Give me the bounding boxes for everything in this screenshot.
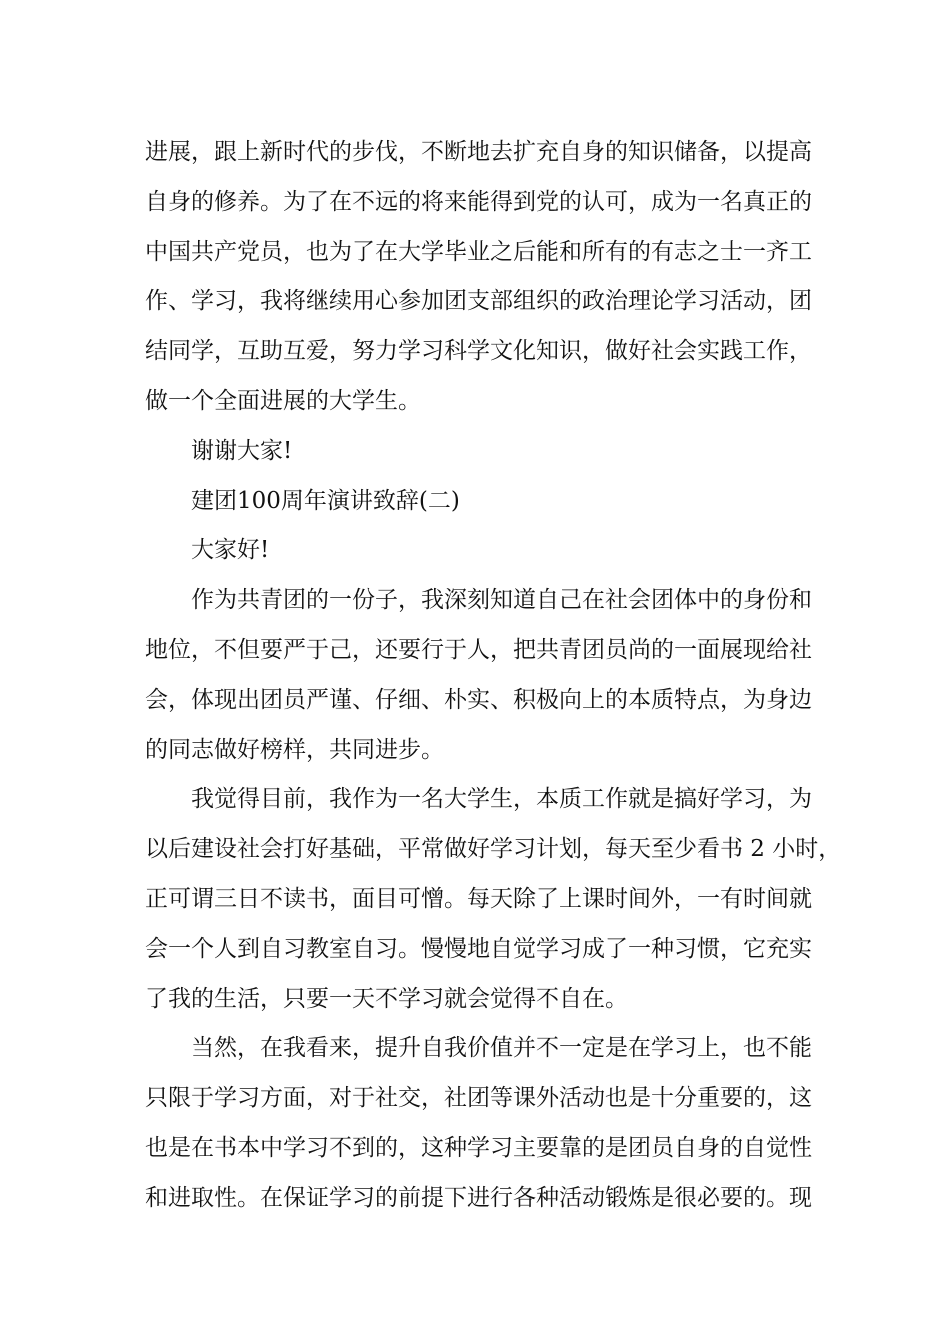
text-line: 作为共青团的一份子，我深刻知道自己在社会团体中的身份和: [191, 587, 812, 614]
text-line: 会，体现出团员严谨、仔细、朴实、积极向上的本质特点，为身边: [145, 686, 812, 713]
text-line: 谢谢大家!: [191, 437, 293, 464]
text-line: 以后建设社会打好基础，平常做好学习计划，每天至少看书 2 小时，: [145, 836, 842, 863]
heading-line: 建团100周年演讲致辞(二): [191, 487, 460, 514]
text-line: 作、学习，我将继续用心参加团支部组织的政治理论学习活动，团: [145, 288, 812, 315]
text-line: 正可谓三日不读书，面目可憎。每天除了上课时间外，一有时间就: [145, 885, 812, 912]
document-body: [145, 128, 842, 1224]
text-line: 只限于学习方面，对于社交，社团等课外活动也是十分重要的，这: [145, 1085, 812, 1112]
text-line: 了我的生活，只要一天不学习就会觉得不自在。: [145, 985, 628, 1012]
paragraph-continuation: [145, 128, 810, 427]
text-line: 大家好!: [191, 537, 270, 564]
paragraph-greeting: [145, 526, 810, 576]
text-line: 地位，不但要严于己，还要行于人，把共青团员尚的一面展现给社: [145, 636, 812, 663]
text-line: 当然，在我看来，提升自我价值并不一定是在学习上，也不能: [191, 1035, 812, 1062]
text-line: 进展，跟上新时代的步伐，不断地去扩充自身的知识储备，以提高: [145, 139, 812, 165]
text-line: 也是在书本中学习不到的，这种学习主要靠的是团员自身的自觉性: [145, 1134, 812, 1161]
paragraph-thanks: [145, 427, 810, 477]
section-heading: [145, 477, 810, 527]
text-line: 的同志做好榜样，共同进步。: [145, 736, 444, 763]
text-line: 中国共产党员，也为了在大学毕业之后能和所有的有志之士一齐工: [145, 238, 812, 265]
paragraph-identity: [145, 576, 810, 775]
text-line: 我觉得目前，我作为一名大学生，本质工作就是搞好学习，为: [191, 786, 812, 813]
text-line: 做一个全面进展的大学生。: [145, 387, 421, 414]
paragraph-study: [145, 775, 842, 1024]
text-line: 会一个人到自习教室自习。慢慢地自觉学习成了一种习惯，它充实: [145, 935, 812, 962]
paragraph-activities: [145, 1024, 810, 1223]
text-line: 自身的修养。为了在不远的将来能得到党的认可，成为一名真正的: [145, 188, 812, 215]
text-line: 和进取性。在保证学习的前提下进行各种活动锻炼是很必要的。现: [145, 1184, 812, 1211]
text-line: 结同学，互助互爱，努力学习科学文化知识，做好社会实践工作，: [145, 338, 812, 365]
